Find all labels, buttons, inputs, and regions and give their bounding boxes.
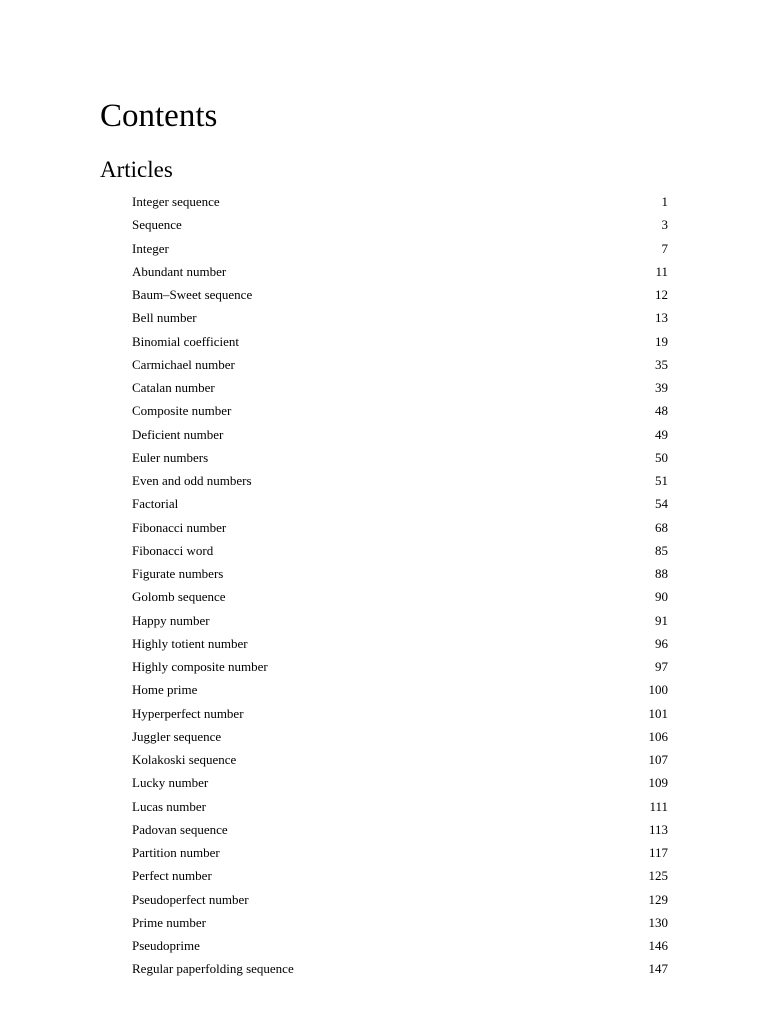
toc-entry[interactable] xyxy=(132,795,668,818)
toc-entry-page-number: 107 xyxy=(648,752,668,767)
toc-entry-page-number: 111 xyxy=(649,798,668,814)
toc-entry-title: Abundant number xyxy=(132,263,227,279)
toc-entry-page-number: 19 xyxy=(655,333,668,349)
toc-entry-title: Kolakoski sequence xyxy=(132,752,237,767)
toc-entry[interactable] xyxy=(132,260,668,283)
toc-entry-page-number: 125 xyxy=(648,868,668,884)
toc-entry-title: Sequence xyxy=(132,217,182,233)
toc-entry-page-number: 50 xyxy=(655,449,668,465)
section-title: Articles xyxy=(100,157,173,182)
toc-entry-page-number: 100 xyxy=(648,682,668,698)
table-of-contents xyxy=(132,190,668,981)
toc-entry-title: Carmichael number xyxy=(132,356,235,372)
toc-entry-page-number: 117 xyxy=(648,845,668,860)
toc-entry-page-number: 106 xyxy=(648,728,668,744)
toc-entry[interactable] xyxy=(132,864,668,887)
toc-entry-page-number: 3 xyxy=(661,217,668,233)
toc-entry-title: Lucky number xyxy=(132,775,209,791)
toc-entry-page-number: 51 xyxy=(655,473,668,488)
toc-entry[interactable] xyxy=(132,516,668,539)
toc-entry-page-number: 11 xyxy=(655,263,668,279)
toc-entry[interactable] xyxy=(132,423,668,446)
toc-entry-page-number: 96 xyxy=(655,635,668,651)
toc-entry[interactable] xyxy=(132,585,668,608)
toc-entry-page-number: 146 xyxy=(648,938,668,953)
toc-entry-page-number: 109 xyxy=(648,775,668,791)
toc-entry-title: Euler numbers xyxy=(132,449,209,465)
toc-entry-title: Factorial xyxy=(132,496,179,512)
toc-entry-page-number: 113 xyxy=(648,821,668,837)
toc-entry-title: Catalan number xyxy=(132,380,215,395)
toc-entry-title: Perfect number xyxy=(132,868,212,884)
toc-entry[interactable] xyxy=(132,609,668,632)
toc-entry-title: Padovan sequence xyxy=(132,821,228,837)
toc-entry-page-number: 130 xyxy=(648,914,668,930)
toc-entry[interactable] xyxy=(132,562,668,585)
toc-entry-page-number: 97 xyxy=(655,659,668,674)
toc-entry[interactable] xyxy=(132,725,668,748)
toc-entry-page-number: 129 xyxy=(648,891,668,907)
toc-entry[interactable] xyxy=(132,213,668,236)
toc-entry-page-number: 13 xyxy=(655,310,668,326)
toc-entry[interactable] xyxy=(132,399,668,422)
toc-entry[interactable] xyxy=(132,655,668,678)
toc-entry[interactable] xyxy=(132,190,668,213)
toc-entry-title: Pseudoprime xyxy=(132,938,200,953)
toc-entry[interactable] xyxy=(132,934,668,957)
toc-entry-title: Integer sequence xyxy=(132,194,220,209)
toc-entry-page-number: 1 xyxy=(661,194,668,209)
toc-entry[interactable] xyxy=(132,306,668,329)
toc-entry-page-number: 68 xyxy=(655,519,668,535)
toc-entry-title: Pseudoperfect number xyxy=(132,891,249,907)
toc-entry-title: Juggler sequence xyxy=(132,728,222,744)
toc-entry[interactable] xyxy=(132,771,668,794)
toc-entry-page-number: 147 xyxy=(648,961,668,977)
toc-entry-page-number: 49 xyxy=(655,426,668,442)
toc-entry-title: Deficient number xyxy=(132,426,224,442)
toc-entry-page-number: 39 xyxy=(655,380,668,395)
toc-entry-page-number: 85 xyxy=(655,542,668,558)
toc-entry[interactable] xyxy=(132,353,668,376)
toc-entry-title: Integer xyxy=(132,240,169,256)
toc-entry[interactable] xyxy=(132,539,668,562)
toc-entry-title: Highly totient number xyxy=(132,635,248,651)
toc-entry[interactable] xyxy=(132,957,668,980)
toc-entry-title: Home prime xyxy=(132,682,198,698)
toc-entry-page-number: 35 xyxy=(655,356,668,372)
toc-entry[interactable] xyxy=(132,841,668,864)
toc-entry-title: Prime number xyxy=(132,914,207,930)
toc-entry[interactable] xyxy=(132,376,668,399)
toc-entry-page-number: 88 xyxy=(655,566,668,581)
toc-entry-title: Regular paperfolding sequence xyxy=(132,961,294,977)
toc-entry-page-number: 91 xyxy=(655,612,668,628)
toc-entry-title: Figurate numbers xyxy=(132,566,224,581)
toc-entry-title: Highly composite number xyxy=(132,659,268,674)
toc-entry[interactable] xyxy=(132,283,668,306)
toc-entry[interactable] xyxy=(132,748,668,771)
toc-entry[interactable] xyxy=(132,492,668,515)
toc-entry-title: Bell number xyxy=(132,310,197,326)
toc-entry-title: Happy number xyxy=(132,612,210,628)
page-title: Contents xyxy=(100,98,218,134)
toc-entry-title: Hyperperfect number xyxy=(132,705,244,721)
toc-entry-title: Composite number xyxy=(132,403,232,419)
toc-entry-page-number: 54 xyxy=(655,496,668,512)
toc-entry-title: Fibonacci number xyxy=(132,519,227,535)
toc-entry-page-number: 101 xyxy=(648,705,668,721)
toc-entry-title: Baum–Sweet sequence xyxy=(132,287,253,302)
toc-entry[interactable] xyxy=(132,888,668,911)
toc-entry[interactable] xyxy=(132,330,668,353)
toc-entry-title: Lucas number xyxy=(132,798,207,814)
toc-entry-title: Golomb sequence xyxy=(132,589,226,605)
toc-entry[interactable] xyxy=(132,237,668,260)
toc-entry-page-number: 90 xyxy=(655,589,668,605)
toc-entry-title: Binomial coefficient xyxy=(132,333,239,349)
toc-entry[interactable] xyxy=(132,678,668,701)
toc-entry[interactable] xyxy=(132,818,668,841)
toc-entry-title: Partition number xyxy=(132,845,220,860)
toc-entry[interactable] xyxy=(132,469,668,492)
toc-entry[interactable] xyxy=(132,632,668,655)
toc-entry-page-number: 7 xyxy=(661,240,668,256)
toc-entry[interactable] xyxy=(132,911,668,934)
toc-entry-title: Even and odd numbers xyxy=(132,473,252,488)
toc-entry-page-number: 12 xyxy=(655,287,668,302)
toc-entry-title: Fibonacci word xyxy=(132,542,214,558)
toc-entry[interactable] xyxy=(132,702,668,725)
toc-entry[interactable] xyxy=(132,446,668,469)
toc-entry-page-number: 48 xyxy=(655,403,668,419)
